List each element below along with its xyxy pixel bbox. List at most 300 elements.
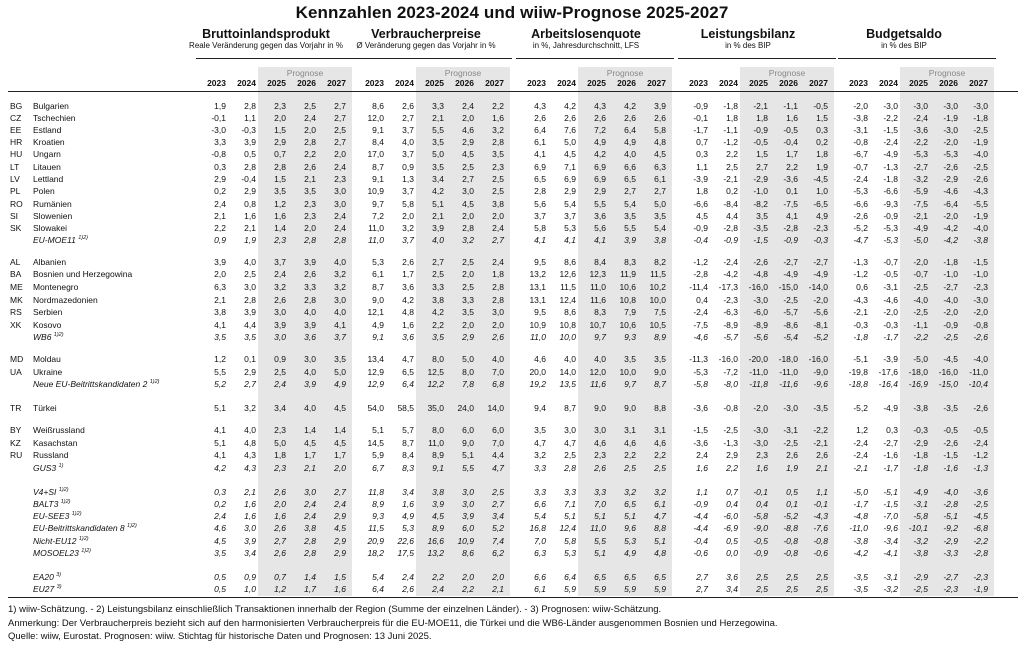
row-name-text: Polen — [33, 186, 55, 196]
row-name — [33, 437, 77, 449]
row-name — [33, 522, 137, 534]
group-rule — [516, 58, 674, 59]
value-cell: 9,1 — [372, 174, 384, 184]
value-cell: 2,9 — [564, 186, 576, 196]
value-cell: 2,8 — [462, 223, 474, 233]
value-cell: -1,1 — [723, 125, 738, 135]
value-cell: 2,5 — [304, 101, 316, 111]
value-cell: -1,3 — [853, 257, 868, 267]
value-cell: 6,9 — [564, 174, 576, 184]
value-cell: -4,6 — [883, 295, 898, 305]
value-cell: 2,0 — [462, 211, 474, 221]
value-cell: -2,5 — [973, 125, 988, 135]
value-cell: -4,3 — [853, 295, 868, 305]
row-name-text: Slowenien — [33, 211, 73, 221]
table-row — [0, 268, 1024, 280]
value-cell: 3,3 — [534, 463, 546, 473]
value-cell: 3,7 — [402, 125, 414, 135]
value-cell: 54,0 — [367, 403, 384, 413]
value-cell: 2,2 — [726, 463, 738, 473]
value-cell: 11,0 — [428, 438, 444, 448]
value-cell: 4,8 — [654, 137, 666, 147]
value-cell: 8,9 — [654, 332, 666, 342]
group-rule — [354, 58, 512, 59]
value-cell: 0,5 — [214, 572, 226, 582]
value-cell: -1,1 — [783, 101, 798, 111]
value-cell: 3,0 — [244, 523, 256, 533]
value-cell: 3,0 — [492, 307, 504, 317]
value-cell: 4,2 — [432, 186, 444, 196]
value-cell: 2,4 — [334, 162, 346, 172]
value-cell: -3,5 — [853, 584, 868, 594]
value-cell: 11,0 — [368, 223, 384, 233]
value-cell: -2,2 — [913, 332, 928, 342]
value-cell: 2,7 — [334, 137, 346, 147]
row-name — [33, 462, 63, 474]
value-cell: -2,2 — [813, 425, 828, 435]
value-cell: 8,9 — [432, 523, 444, 533]
value-cell: 1,5 — [756, 149, 768, 159]
value-cell: 0,3 — [696, 149, 708, 159]
footnote-marker: 3) — [56, 584, 62, 590]
value-cell: -3,5 — [943, 403, 958, 413]
value-cell: 4,1 — [786, 211, 798, 221]
value-cell: 2,7 — [334, 487, 346, 497]
value-cell: -4,0 — [973, 223, 988, 233]
value-cell: -4,4 — [693, 523, 708, 533]
row-name-text: Bulgarien — [33, 101, 69, 111]
value-cell: 8,7 — [372, 162, 384, 172]
value-cell: -9,3 — [883, 199, 898, 209]
value-cell: 7,4 — [492, 536, 504, 546]
value-cell: 3,3 — [432, 101, 444, 111]
value-cell: 0,7 — [274, 572, 286, 582]
value-cell: -0,9 — [753, 548, 768, 558]
value-cell: 2,6 — [274, 548, 286, 558]
value-cell: 4,8 — [244, 438, 256, 448]
prognose-label: Prognose — [768, 68, 806, 78]
prognose-label: Prognose — [928, 68, 966, 78]
value-cell: -5,2 — [813, 332, 828, 342]
country-code: KZ — [10, 438, 21, 448]
year-header: 2027 — [809, 78, 828, 88]
value-cell: -16,9 — [908, 379, 928, 389]
value-cell: 2,9 — [334, 511, 346, 521]
value-cell: 4,0 — [304, 367, 316, 377]
value-cell: 2,6 — [564, 113, 576, 123]
value-cell: 5,6 — [534, 199, 546, 209]
value-cell: -20,0 — [748, 354, 768, 364]
value-cell: -3,6 — [693, 403, 708, 413]
value-cell: -0,8 — [813, 536, 828, 546]
value-cell: 0,1 — [786, 186, 798, 196]
value-cell: 2,0 — [492, 572, 504, 582]
value-cell: 2,4 — [432, 584, 444, 594]
value-cell: 6,4 — [564, 572, 576, 582]
value-cell: 3,5 — [432, 162, 444, 172]
row-name-text: Tschechien — [33, 113, 76, 123]
value-cell: 0,3 — [886, 425, 898, 435]
value-cell: 7,5 — [654, 307, 666, 317]
prognose-label: Prognose — [444, 68, 482, 78]
row-name-text: EU-Beitrittskandidaten 8 — [33, 523, 125, 533]
row-name — [33, 449, 68, 461]
value-cell: 1,8 — [756, 113, 768, 123]
value-cell: 1,6 — [402, 320, 414, 330]
value-cell: 3,7 — [402, 235, 414, 245]
value-cell: -1,6 — [883, 450, 898, 460]
footnotes — [8, 603, 778, 644]
value-cell: 5,3 — [564, 548, 576, 558]
value-cell: 3,2 — [492, 125, 504, 135]
value-cell: 2,7 — [462, 174, 474, 184]
value-cell: 1,8 — [726, 113, 738, 123]
value-cell: 2,9 — [244, 367, 256, 377]
value-cell: -6,4 — [943, 199, 958, 209]
value-cell: 3,2 — [244, 403, 256, 413]
value-cell: 6,2 — [492, 548, 504, 558]
value-cell: 3,5 — [624, 354, 636, 364]
value-cell: 2,7 — [244, 379, 256, 389]
value-cell: 2,3 — [304, 211, 316, 221]
value-cell: -1,1 — [913, 320, 928, 330]
value-cell: 5,3 — [402, 523, 414, 533]
value-cell: 0,3 — [816, 125, 828, 135]
value-cell: 11,8 — [368, 487, 384, 497]
value-cell: 1,8 — [492, 269, 504, 279]
value-cell: -11,8 — [749, 379, 768, 389]
value-cell: 2,7 — [756, 162, 768, 172]
table-row — [0, 161, 1024, 173]
value-cell: 2,8 — [492, 282, 504, 292]
value-cell: -2,2 — [973, 536, 988, 546]
value-cell: -0,9 — [693, 101, 708, 111]
value-cell: 13,2 — [529, 269, 546, 279]
value-cell: -3,0 — [943, 101, 958, 111]
value-cell: -1,9 — [973, 584, 988, 594]
value-cell: 9,6 — [624, 523, 636, 533]
value-cell: 4,7 — [402, 354, 414, 364]
value-cell: 1,8 — [816, 149, 828, 159]
group-title: Leistungsbilanz — [700, 27, 796, 41]
value-cell: 2,9 — [244, 186, 256, 196]
row-name — [33, 294, 98, 306]
value-cell: 2,1 — [214, 295, 226, 305]
value-cell: 3,9 — [432, 499, 444, 509]
group-subtitle: in % des BIP — [725, 41, 771, 50]
value-cell: 5,5 — [432, 125, 444, 135]
value-cell: 3,4 — [402, 487, 414, 497]
row-name — [33, 161, 61, 173]
value-cell: -2,7 — [943, 282, 958, 292]
value-cell: 4,6 — [462, 125, 474, 135]
value-cell: 1,9 — [786, 463, 798, 473]
value-cell: 2,3 — [334, 174, 346, 184]
value-cell: -0,9 — [943, 320, 958, 330]
value-cell: -2,6 — [943, 162, 958, 172]
value-cell: 4,7 — [564, 438, 576, 448]
value-cell: 4,1 — [214, 320, 226, 330]
value-cell: -5,4 — [783, 332, 798, 342]
value-cell: -2,5 — [783, 295, 798, 305]
value-cell: 2,8 — [304, 235, 316, 245]
value-cell: 3,4 — [492, 511, 504, 521]
group-subtitle: Ø Veränderung gegen das Vorjahr in % — [356, 41, 496, 50]
value-cell: -15,0 — [938, 379, 958, 389]
value-cell: -5,3 — [693, 367, 708, 377]
row-name — [33, 378, 160, 390]
value-cell: 6,3 — [534, 548, 546, 558]
value-cell: -2,0 — [853, 101, 868, 111]
value-cell: -5,5 — [973, 199, 988, 209]
row-name-text: Kosovo — [33, 320, 62, 330]
value-cell: 4,9 — [334, 379, 346, 389]
value-cell: -0,5 — [753, 137, 768, 147]
value-cell: -2,5 — [973, 162, 988, 172]
value-cell: -2,3 — [973, 282, 988, 292]
year-header: 2027 — [647, 78, 666, 88]
value-cell: 3,9 — [244, 536, 256, 546]
value-cell: 11,0 — [590, 523, 606, 533]
value-cell: 2,8 — [304, 295, 316, 305]
year-header: 2023 — [527, 78, 546, 88]
value-cell: 16,8 — [529, 523, 546, 533]
value-cell: -1,5 — [943, 450, 958, 460]
value-cell: 2,4 — [334, 499, 346, 509]
value-cell: 18,2 — [367, 548, 384, 558]
value-cell: 3,0 — [594, 425, 606, 435]
value-cell: -2,4 — [913, 113, 928, 123]
value-cell: 9,0 — [462, 438, 474, 448]
value-cell: -8,1 — [813, 320, 828, 330]
value-cell: 1,9 — [816, 162, 828, 172]
value-cell: 10,6 — [619, 320, 636, 330]
value-cell: 35,0 — [427, 403, 444, 413]
value-cell: 2,0 — [462, 113, 474, 123]
value-cell: -16,4 — [878, 379, 898, 389]
value-cell: -16,0 — [808, 354, 828, 364]
value-cell: 13,5 — [559, 379, 576, 389]
value-cell: 2,6 — [274, 295, 286, 305]
value-cell: -3,8 — [913, 403, 928, 413]
value-cell: -0,4 — [241, 174, 256, 184]
value-cell: 2,5 — [462, 282, 474, 292]
group-title: Verbraucherpreise — [371, 27, 481, 41]
value-cell: -5,2 — [783, 511, 798, 521]
value-cell: -8,9 — [723, 320, 738, 330]
value-cell: 6,6 — [624, 162, 636, 172]
value-cell: 5,8 — [564, 536, 576, 546]
value-cell: 0,7 — [726, 487, 738, 497]
value-cell: -1,8 — [853, 332, 868, 342]
value-cell: -5,8 — [753, 511, 768, 521]
value-cell: 8,4 — [372, 137, 384, 147]
value-cell: 3,5 — [214, 548, 226, 558]
value-cell: -14,0 — [808, 282, 828, 292]
year-header: 2025 — [749, 78, 768, 88]
value-cell: -2,7 — [783, 257, 798, 267]
value-cell: -2,5 — [943, 332, 958, 342]
value-cell: -2,4 — [853, 450, 868, 460]
value-cell: 2,0 — [462, 572, 474, 582]
value-cell: -1,0 — [973, 269, 988, 279]
value-cell: -2,3 — [723, 295, 738, 305]
value-cell: -4,2 — [853, 548, 868, 558]
value-cell: 3,5 — [214, 332, 226, 342]
value-cell: 3,2 — [624, 487, 636, 497]
value-cell: -9,0 — [753, 523, 768, 533]
value-cell: -11,0 — [849, 523, 868, 533]
value-cell: 3,5 — [756, 211, 768, 221]
value-cell: 1,2 — [214, 354, 226, 364]
value-cell: 5,8 — [654, 125, 666, 135]
value-cell: 8,3 — [402, 463, 414, 473]
value-cell: 2,7 — [432, 257, 444, 267]
row-name-text: EU27 — [33, 584, 55, 594]
country-code: LT — [10, 162, 20, 172]
value-cell: 2,5 — [244, 269, 256, 279]
footnote-marker: 1)2) — [149, 379, 160, 385]
value-cell: 6,5 — [624, 499, 636, 509]
country-code: RU — [10, 450, 23, 460]
value-cell: 10,8 — [619, 295, 636, 305]
value-cell: -2,5 — [913, 584, 928, 594]
value-cell: 3,2 — [534, 450, 546, 460]
value-cell: 1,1 — [696, 487, 708, 497]
country-code: RO — [10, 199, 23, 209]
value-cell: 0,9 — [214, 235, 226, 245]
country-code: RS — [10, 307, 22, 317]
row-name — [33, 234, 88, 246]
value-cell: 5,5 — [462, 463, 474, 473]
value-cell: 4,1 — [214, 450, 226, 460]
value-cell: -5,0 — [853, 487, 868, 497]
header-rule — [8, 91, 1018, 92]
value-cell: 2,0 — [274, 113, 286, 123]
value-cell: 2,4 — [696, 450, 708, 460]
value-cell: 2,2 — [214, 223, 226, 233]
value-cell: 4,5 — [214, 536, 226, 546]
year-header: 2026 — [939, 78, 958, 88]
row-name-text: Slowakei — [33, 223, 68, 233]
country-code: AL — [10, 257, 21, 267]
value-cell: 9,1 — [432, 463, 444, 473]
value-cell: 5,1 — [624, 511, 636, 521]
value-cell: 2,0 — [462, 269, 474, 279]
year-header: 2025 — [267, 78, 286, 88]
country-code: BA — [10, 269, 22, 279]
value-cell: 3,9 — [244, 307, 256, 317]
country-code: SK — [10, 223, 22, 233]
value-cell: 4,9 — [816, 211, 828, 221]
row-name-text: Kroatien — [33, 137, 65, 147]
value-cell: -4,8 — [853, 511, 868, 521]
value-cell: 5,9 — [654, 584, 666, 594]
value-cell: 4,7 — [492, 463, 504, 473]
value-cell: -3,6 — [693, 438, 708, 448]
value-cell: 4,0 — [304, 307, 316, 317]
country-code: UA — [10, 367, 22, 377]
value-cell: 3,7 — [534, 211, 546, 221]
value-cell: -5,9 — [913, 186, 928, 196]
value-cell: 12,4 — [559, 523, 576, 533]
value-cell: 4,1 — [564, 235, 576, 245]
value-cell: 4,8 — [402, 307, 414, 317]
value-cell: -2,5 — [723, 425, 738, 435]
value-cell: 4,4 — [726, 211, 738, 221]
footer-rule — [8, 597, 1018, 598]
value-cell: -2,4 — [883, 137, 898, 147]
value-cell: 6,6 — [534, 499, 546, 509]
value-cell: -3,6 — [973, 487, 988, 497]
value-cell: -2,0 — [813, 295, 828, 305]
value-cell: 3,5 — [534, 425, 546, 435]
value-cell: 3,4 — [726, 584, 738, 594]
value-cell: 2,4 — [304, 113, 316, 123]
row-name-text: EU-SEE3 — [33, 511, 70, 521]
value-cell: -5,3 — [853, 186, 868, 196]
value-cell: 5,1 — [654, 536, 666, 546]
row-name — [33, 124, 61, 136]
value-cell: 2,6 — [304, 162, 316, 172]
value-cell: -9,6 — [813, 379, 828, 389]
value-cell: 5,0 — [432, 149, 444, 159]
value-cell: -0,8 — [783, 536, 798, 546]
value-cell: 1,5 — [274, 125, 286, 135]
table-row — [0, 294, 1024, 306]
value-cell: -6,5 — [813, 199, 828, 209]
value-cell: 0,5 — [244, 149, 256, 159]
prognose-label: Prognose — [606, 68, 644, 78]
group-subtitle: Reale Veränderung gegen das Vorjahr in % — [189, 41, 343, 50]
value-cell: 3,9 — [304, 257, 316, 267]
value-cell: -4,1 — [883, 548, 898, 558]
value-cell: 3,7 — [402, 186, 414, 196]
value-cell: 1,2 — [274, 199, 286, 209]
year-header: 2024 — [395, 78, 414, 88]
value-cell: -6,6 — [693, 199, 708, 209]
table-row — [0, 462, 1024, 474]
value-cell: 4,0 — [334, 257, 346, 267]
value-cell: 2,4 — [492, 223, 504, 233]
value-cell: -2,0 — [943, 137, 958, 147]
year-header: 2024 — [237, 78, 256, 88]
value-cell: -4,0 — [973, 354, 988, 364]
value-cell: 2,7 — [334, 113, 346, 123]
value-cell: 8,0 — [432, 354, 444, 364]
value-cell: -1,8 — [943, 257, 958, 267]
row-name — [33, 210, 72, 222]
year-header: 2023 — [689, 78, 708, 88]
value-cell: 0,5 — [786, 487, 798, 497]
value-cell: 2,1 — [492, 584, 504, 594]
value-cell: 3,1 — [654, 425, 666, 435]
value-cell: -3,8 — [973, 235, 988, 245]
value-cell: -17,6 — [878, 367, 898, 377]
value-cell: 3,2 — [654, 487, 666, 497]
value-cell: 3,4 — [274, 403, 286, 413]
value-cell: 1,1 — [816, 487, 828, 497]
value-cell: 5,1 — [564, 511, 576, 521]
value-cell: 3,0 — [334, 199, 346, 209]
value-cell: 5,9 — [624, 584, 636, 594]
value-cell: -5,0 — [913, 235, 928, 245]
row-name — [33, 510, 82, 522]
value-cell: 14,5 — [367, 438, 384, 448]
value-cell: 6,7 — [372, 463, 384, 473]
table-row — [0, 100, 1024, 112]
value-cell: -4,7 — [853, 235, 868, 245]
